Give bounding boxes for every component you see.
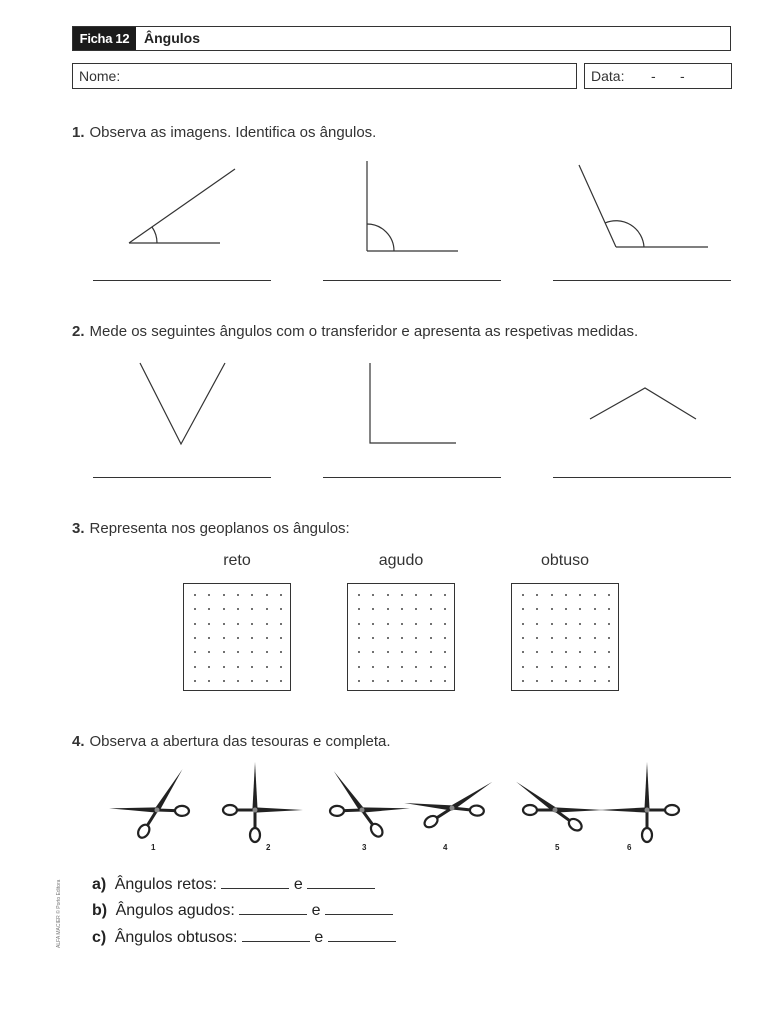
geoboard-peg <box>536 666 538 668</box>
geoboard-peg <box>444 637 446 639</box>
question-1-number: 1. <box>72 124 85 141</box>
date-field[interactable] <box>584 63 732 89</box>
geoboard-peg <box>372 594 374 596</box>
geoboard-peg <box>565 623 567 625</box>
geoboard-peg <box>594 651 596 653</box>
geoboard-peg <box>237 651 239 653</box>
geoboard-peg <box>522 623 524 625</box>
scissors-handle <box>469 805 484 816</box>
geoboard-peg <box>415 666 417 668</box>
name-label: Nome: <box>79 68 121 84</box>
geoboard-peg <box>372 608 374 610</box>
q1-answer-line-2[interactable] <box>323 280 501 281</box>
sub-item-b-letter: b) <box>92 902 108 919</box>
date-separator-1: - <box>651 68 656 84</box>
geoboard-peg <box>387 651 389 653</box>
geoboard-peg <box>280 651 282 653</box>
geoboard-peg <box>280 637 282 639</box>
l-angle-figure <box>370 363 456 443</box>
scissors-shank <box>157 810 175 811</box>
geoboard-peg <box>208 608 210 610</box>
scissors-blade <box>252 762 257 810</box>
date-label: Data: <box>591 68 625 84</box>
scissors-handle <box>665 805 679 815</box>
sub-item-b-conj: e <box>311 902 321 919</box>
geoboard-label-reto: reto <box>223 552 251 569</box>
scissors-5 <box>516 782 603 833</box>
geoboard-peg <box>565 680 567 682</box>
geoboard-peg <box>522 651 524 653</box>
v-angle-figure <box>140 363 225 444</box>
geoboard-peg <box>358 608 360 610</box>
scissors-number-6: 6 <box>627 843 632 852</box>
geoboard-peg <box>551 680 553 682</box>
geoboard-peg <box>280 608 282 610</box>
geoboard-peg <box>358 666 360 668</box>
scissors-blade <box>644 762 649 810</box>
geoboard-peg <box>387 680 389 682</box>
question-4-number: 4. <box>72 733 85 750</box>
geoboard-peg <box>208 680 210 682</box>
geoboard-peg <box>251 594 253 596</box>
scissors-handle <box>523 805 537 815</box>
scissors-4 <box>404 782 492 830</box>
sub-item-b-blank-1[interactable] <box>239 902 307 915</box>
question-2 <box>72 323 638 340</box>
sub-item-c-conj: e <box>314 929 324 946</box>
geoboard-peg <box>401 680 403 682</box>
geoboard-peg <box>266 651 268 653</box>
geoboard-peg <box>237 623 239 625</box>
geoboard-peg <box>594 637 596 639</box>
scissors-1 <box>109 769 189 839</box>
geoboard-peg <box>208 651 210 653</box>
geoboard-peg <box>608 608 610 610</box>
geoboard-peg <box>372 680 374 682</box>
sub-item-a-letter: a) <box>92 876 107 893</box>
geoboard-peg <box>522 666 524 668</box>
geoboard-peg <box>358 637 360 639</box>
name-field[interactable] <box>72 63 577 89</box>
geoboard-peg <box>522 637 524 639</box>
geoboard-peg <box>522 594 524 596</box>
geoboard-peg <box>430 637 432 639</box>
geoboard-peg <box>415 594 417 596</box>
geoboard-peg <box>223 680 225 682</box>
geoboard-peg <box>223 637 225 639</box>
sub-item-c-text: Ângulos obtusos: <box>114 929 238 946</box>
geoboard-peg <box>223 651 225 653</box>
geoboard-peg <box>444 594 446 596</box>
sub-item-b-text: Ângulos agudos: <box>115 902 235 919</box>
geoboard-peg <box>387 594 389 596</box>
geoboard-peg <box>444 666 446 668</box>
geoboard-peg <box>430 594 432 596</box>
scissors-blade <box>362 807 410 812</box>
q1-angles-figure <box>0 155 768 265</box>
publisher-note: ALFA MACIER © Porto Editora <box>56 879 62 948</box>
question-3-number: 3. <box>72 520 85 537</box>
scissors-handle <box>136 823 152 840</box>
geoboard-peg <box>430 666 432 668</box>
geoboard-peg <box>579 594 581 596</box>
geoboard-peg <box>522 608 524 610</box>
geoboard-peg <box>280 623 282 625</box>
geoboard-peg <box>579 651 581 653</box>
geoboard-peg <box>401 594 403 596</box>
sub-item-a-blank-1[interactable] <box>221 876 289 889</box>
geoboard-peg <box>551 623 553 625</box>
scissors-number-3: 3 <box>362 843 367 852</box>
right-angle-figure <box>367 161 458 251</box>
geoboard-peg <box>536 594 538 596</box>
geoboard-peg <box>444 680 446 682</box>
q1-answer-line-1[interactable] <box>93 280 271 281</box>
geoboard-peg <box>208 594 210 596</box>
q2-answer-line-3[interactable] <box>553 477 731 478</box>
geoboard-peg <box>251 637 253 639</box>
geoboard-peg <box>608 594 610 596</box>
geoboard-peg <box>358 651 360 653</box>
date-separator-2: - <box>680 68 685 84</box>
geoboard-peg <box>551 594 553 596</box>
geoboard-peg <box>565 651 567 653</box>
geoboard-peg <box>223 608 225 610</box>
geoboard-peg <box>579 666 581 668</box>
geoboard-agudo[interactable] <box>347 583 455 691</box>
scissors-blade <box>255 807 303 812</box>
obtuse-angle-figure <box>579 165 708 247</box>
geoboard-peg <box>194 608 196 610</box>
geoboard-peg <box>194 666 196 668</box>
scissors-number-2: 2 <box>266 843 271 852</box>
sub-item-c-letter: c) <box>92 929 107 946</box>
sub-item-a <box>92 876 375 894</box>
geoboard-peg <box>608 637 610 639</box>
geoboard-peg <box>536 680 538 682</box>
geoboard-obtuso[interactable] <box>511 583 619 691</box>
geoboard-peg <box>594 680 596 682</box>
geoboard-peg <box>444 608 446 610</box>
geoboard-peg <box>237 594 239 596</box>
geoboard-peg <box>401 637 403 639</box>
geoboard-peg <box>415 623 417 625</box>
geoboard-peg <box>579 637 581 639</box>
geoboard-peg <box>223 594 225 596</box>
scissors-number-5: 5 <box>555 843 560 852</box>
geoboard-peg <box>194 637 196 639</box>
wide-angle-figure <box>590 388 696 419</box>
geoboard-peg <box>194 594 196 596</box>
geoboard-peg <box>551 608 553 610</box>
geoboard-peg <box>401 651 403 653</box>
geoboard-peg <box>208 637 210 639</box>
geoboard-peg <box>415 608 417 610</box>
scissors-pivot <box>360 808 365 813</box>
scissors-pivot <box>155 808 160 813</box>
geoboard-peg <box>223 623 225 625</box>
geoboard-peg <box>208 666 210 668</box>
q1-answer-line-3[interactable] <box>553 280 731 281</box>
geoboard-peg <box>372 666 374 668</box>
scissors-handle <box>250 828 260 842</box>
geoboard-peg <box>551 637 553 639</box>
scissors-handle <box>642 828 652 842</box>
geoboard-peg <box>237 666 239 668</box>
geoboard-peg <box>280 666 282 668</box>
scissors-shank <box>452 808 470 810</box>
scissors-handle <box>175 806 189 816</box>
geoboard-peg <box>430 608 432 610</box>
sub-item-c-blank-2[interactable] <box>328 929 396 942</box>
scissors-blade <box>155 769 183 811</box>
geoboard-peg <box>372 651 374 653</box>
title-bar <box>72 26 731 51</box>
geoboard-peg <box>430 623 432 625</box>
geoboard-peg <box>608 666 610 668</box>
geoboard-peg <box>536 623 538 625</box>
scissors-2 <box>223 762 303 842</box>
geoboard-peg <box>223 666 225 668</box>
geoboard-peg <box>358 623 360 625</box>
geoboard-peg <box>551 666 553 668</box>
scissors-3 <box>330 771 410 839</box>
geoboard-peg <box>266 623 268 625</box>
scissors-pivot <box>645 808 650 813</box>
geoboard-peg <box>608 680 610 682</box>
question-4 <box>72 733 391 750</box>
geoboard-peg <box>415 680 417 682</box>
geoboard-peg <box>280 680 282 682</box>
sub-item-c-blank-1[interactable] <box>242 929 310 942</box>
geoboard-peg <box>401 608 403 610</box>
geoboard-peg <box>358 594 360 596</box>
geoboard-peg <box>237 608 239 610</box>
geoboard-peg <box>536 651 538 653</box>
geoboard-peg <box>280 594 282 596</box>
geoboard-peg <box>551 651 553 653</box>
scissors-shank <box>344 810 362 811</box>
q2-answer-line-2[interactable] <box>323 477 501 478</box>
geoboard-peg <box>579 623 581 625</box>
geoboard-peg <box>266 608 268 610</box>
geoboard-peg <box>594 623 596 625</box>
geoboard-peg <box>194 623 196 625</box>
geoboard-peg <box>565 608 567 610</box>
scissors-blade <box>109 807 157 812</box>
acute-angle-figure <box>129 169 235 243</box>
geoboard-peg <box>372 637 374 639</box>
q2-answer-line-1[interactable] <box>93 477 271 478</box>
geoboard-label-agudo: agudo <box>378 552 424 569</box>
geoboard-peg <box>387 608 389 610</box>
geoboard-peg <box>430 651 432 653</box>
geoboard-peg <box>251 651 253 653</box>
geoboard-peg <box>401 666 403 668</box>
geoboard-peg <box>594 594 596 596</box>
geoboard-peg <box>237 637 239 639</box>
scissors-6 <box>599 762 679 842</box>
scissors-number-4: 4 <box>443 843 448 852</box>
geoboard-peg <box>536 608 538 610</box>
geoboard-peg <box>266 680 268 682</box>
geoboard-peg <box>430 680 432 682</box>
scissors-pivot <box>553 808 558 813</box>
geoboard-peg <box>594 608 596 610</box>
question-2-number: 2. <box>72 323 85 340</box>
geoboard-peg <box>372 623 374 625</box>
geoboard-peg <box>401 623 403 625</box>
geoboard-peg <box>387 666 389 668</box>
question-1-text: Observa as imagens. Identifica os ângulos. <box>89 124 377 141</box>
question-3-text: Representa nos geoplanos os ângulos: <box>89 520 350 537</box>
geoboard-peg <box>579 608 581 610</box>
question-3 <box>72 520 350 537</box>
sub-item-a-conj: e <box>293 876 303 893</box>
geoboard-peg <box>565 594 567 596</box>
scissors-handle <box>223 805 237 815</box>
scissors-pivot <box>450 806 455 811</box>
page-title: Ângulos <box>144 30 200 46</box>
scissors-pivot <box>253 808 258 813</box>
geoboard-peg <box>536 637 538 639</box>
sheet-label: Ficha 12 <box>73 27 136 50</box>
question-1 <box>72 124 376 141</box>
geoboard-peg <box>415 637 417 639</box>
geoboard-peg <box>565 637 567 639</box>
scissors-blade <box>404 803 452 811</box>
geoboard-peg <box>565 666 567 668</box>
sub-item-a-blank-2[interactable] <box>307 876 375 889</box>
scissors-figure <box>0 760 768 860</box>
scissors-handle <box>330 806 344 816</box>
sub-item-c <box>92 929 396 947</box>
sub-item-b-blank-2[interactable] <box>325 902 393 915</box>
geoboard-peg <box>608 623 610 625</box>
geoboard-reto[interactable] <box>183 583 291 691</box>
geoboard-peg <box>594 666 596 668</box>
geoboard-peg <box>444 623 446 625</box>
geoboard-peg <box>251 623 253 625</box>
geoboard-peg <box>608 651 610 653</box>
question-2-text: Mede os seguintes ângulos com o transferidor e apresenta as respetivas medidas. <box>89 323 639 340</box>
geoboard-peg <box>251 680 253 682</box>
scissors-blade <box>555 807 603 812</box>
scissors-number-1: 1 <box>151 843 156 852</box>
geoboard-peg <box>266 594 268 596</box>
geoboard-peg <box>237 680 239 682</box>
geoboard-peg <box>579 680 581 682</box>
q2-angles-figure <box>0 355 768 455</box>
geoboard-peg <box>251 666 253 668</box>
sub-item-a-text: Ângulos retos: <box>114 876 217 893</box>
geoboard-peg <box>266 637 268 639</box>
geoboard-peg <box>208 623 210 625</box>
geoboard-peg <box>194 680 196 682</box>
geoboard-peg <box>358 680 360 682</box>
question-4-text: Observa a abertura das tesouras e completa. <box>89 733 391 750</box>
geoboard-peg <box>266 666 268 668</box>
geoboard-peg <box>387 623 389 625</box>
geoboard-peg <box>522 680 524 682</box>
geoboard-peg <box>444 651 446 653</box>
geoboard-label-obtuso: obtuso <box>540 552 590 569</box>
geoboard-peg <box>251 608 253 610</box>
geoboard-peg <box>387 637 389 639</box>
scissors-blade <box>599 807 647 812</box>
sub-item-b <box>92 902 393 920</box>
geoboard-peg <box>415 651 417 653</box>
geoboard-peg <box>194 651 196 653</box>
